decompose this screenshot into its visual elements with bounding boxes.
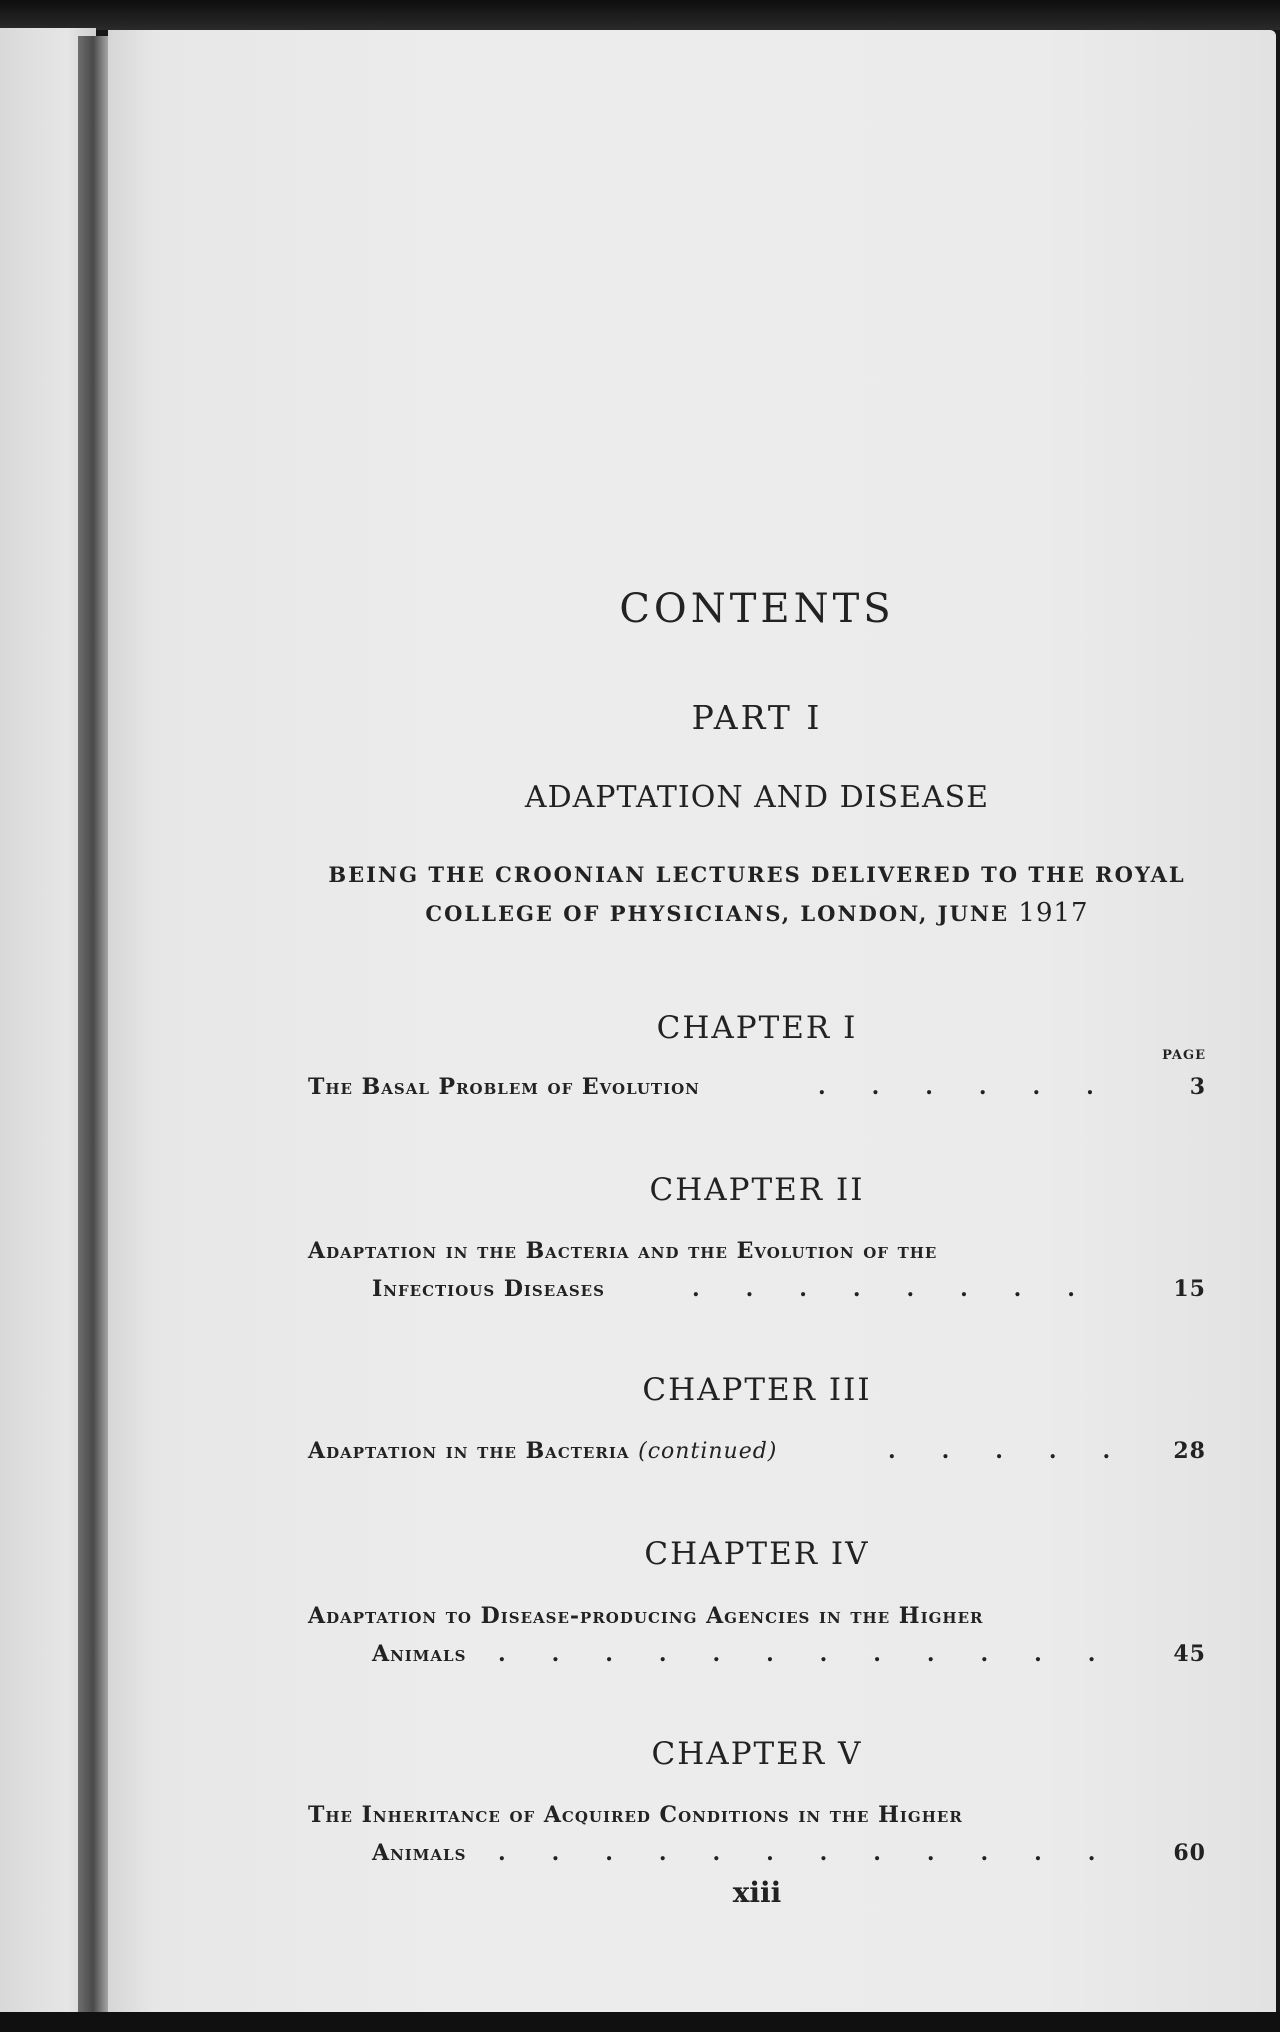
toc-entry-5[interactable]	[308, 1802, 1206, 1878]
leader-dots: . . . . . . . . . . . .	[498, 1641, 1096, 1667]
toc-entry-title: Adaptation in the Bacteria and the Evolution of the	[308, 1238, 938, 1264]
toc-entry-line	[308, 1238, 1206, 1276]
toc-entry-title: The Basal Problem of Evolution	[308, 1074, 700, 1100]
scan-top-edge	[0, 0, 1280, 30]
contents-title: CONTENTS	[619, 586, 895, 632]
chapter-heading-5: CHAPTER V	[651, 1736, 863, 1772]
toc-entry-4[interactable]	[308, 1603, 1206, 1679]
toc-entry-page: 15	[1173, 1276, 1206, 1302]
page-content	[308, 30, 1206, 2014]
toc-entry-title-cont: Infectious Diseases	[372, 1276, 605, 1302]
leader-dots: . . . . .	[888, 1438, 1111, 1464]
page-column-label: PAGE	[1162, 1048, 1206, 1063]
chapter-heading-1: CHAPTER I	[656, 1010, 858, 1046]
page-folio: xiii	[732, 1876, 782, 1909]
toc-entry-2[interactable]	[308, 1238, 1206, 1314]
leader-dots: . . . . . . . .	[692, 1276, 1075, 1302]
leader-dots: . . . . . . . . . . . .	[498, 1840, 1096, 1866]
chapter-heading-2: CHAPTER II	[649, 1172, 865, 1208]
toc-entry-1[interactable]	[308, 1074, 1206, 1112]
toc-entry-page: 60	[1173, 1840, 1206, 1866]
toc-entry-title-cont: Animals	[372, 1840, 467, 1866]
book-spine-shadow	[78, 36, 112, 2012]
toc-entry-page: 45	[1173, 1641, 1206, 1667]
continued-note: (continued)	[638, 1439, 778, 1464]
subtitle-line-2	[308, 898, 1206, 928]
toc-entry-title-text: Adaptation in the Bacteria	[308, 1438, 630, 1464]
scan-bottom-edge	[0, 2012, 1280, 2032]
book-page	[108, 30, 1276, 2014]
toc-entry-line	[308, 1074, 1206, 1112]
chapter-heading-3: CHAPTER III	[642, 1372, 872, 1408]
subtitle-line-1: BEING THE CROONIAN LECTURES DELIVERED TO THE ROYAL	[328, 862, 1186, 887]
toc-entry-title: Adaptation to Disease-producing Agencies in the Higher	[308, 1603, 984, 1629]
toc-entry-line	[308, 1840, 1206, 1878]
toc-entry-page: 3	[1189, 1074, 1206, 1100]
toc-entry-line	[308, 1438, 1206, 1476]
toc-entry-line	[308, 1802, 1206, 1840]
part-heading: PART I	[691, 698, 823, 737]
toc-entry-title-cont: Animals	[372, 1641, 467, 1667]
subtitle-line-2-text: COLLEGE OF PHYSICIANS, LONDON, JUNE	[425, 901, 1010, 926]
toc-entry-line	[308, 1276, 1206, 1314]
section-title: ADAPTATION AND DISEASE	[524, 780, 990, 815]
toc-entry-line	[308, 1641, 1206, 1679]
subtitle-year: 1917	[1018, 898, 1089, 928]
toc-entry-line	[308, 1603, 1206, 1641]
toc-entry-3[interactable]	[308, 1438, 1206, 1476]
chapter-heading-4: CHAPTER IV	[644, 1536, 870, 1572]
toc-entry-page: 28	[1173, 1438, 1206, 1464]
leader-dots: . . . . . .	[818, 1074, 1094, 1100]
toc-entry-title: The Inheritance of Acquired Conditions in the Higher	[308, 1802, 963, 1828]
toc-entry-title	[308, 1438, 777, 1464]
